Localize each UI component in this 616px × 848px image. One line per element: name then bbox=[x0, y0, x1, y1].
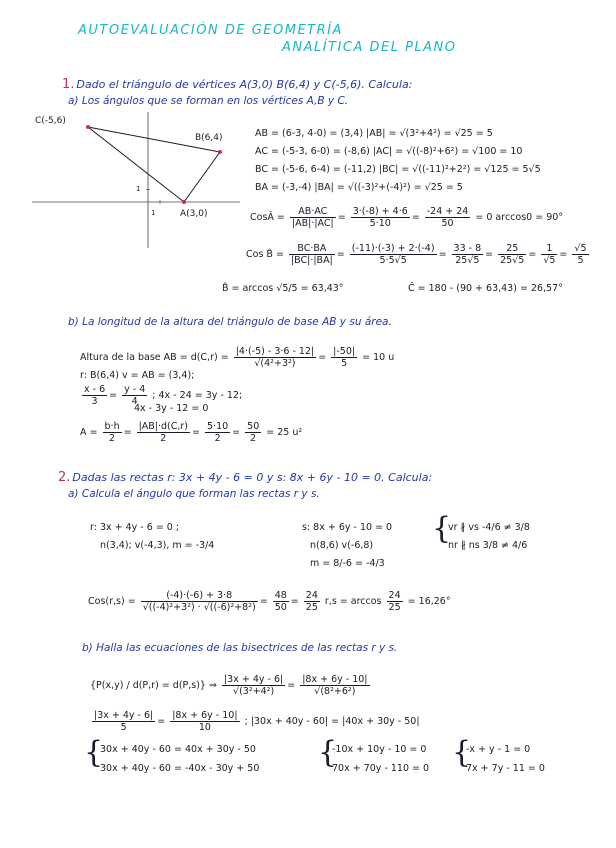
q2-statement-text: Dadas las rectas r: 3x + 4y - 6 = 0 y s: 8x + 6y - 10 = 0. Calcula: bbox=[72, 471, 433, 484]
area-frac-3: $\frac{5\cdot 10}{2}$ bbox=[207, 421, 229, 444]
line-r-vectors: n(3,4); v(-4,3), m = -3/4 bbox=[100, 540, 215, 551]
vertex-b-label: B(6,4) bbox=[195, 133, 223, 143]
system-2-line-1: -10x + 10y - 10 = 0 bbox=[332, 744, 427, 755]
bisector2-frac-1: $\frac{|3x + 4y - 6|}{5}$ bbox=[94, 710, 154, 733]
line-s-vectors: n(8,6) v(-6,8) bbox=[310, 540, 374, 551]
cos-b-frac-2: $\frac{(-11)\cdot(-3) + 2\cdot(-4)}{5\cdot 5√5}$ bbox=[351, 243, 435, 266]
cos-b-formula: Cos B̂ = $\frac{BC\cdot BA}{|BC|\cdot|BA|}$ = $\frac{(-11)\cdot(-3) + 2\cdot(-4)}{5\cdot 5√5}$ = $\frac{33 - 8}{25√5}$ = $\frac{25}{25√5}$ = $\frac{1}{√5}$ = $\frac{√5}{5}$ bbox=[246, 243, 587, 266]
cos-a-frac-1: $\frac{AB\cdot AC}{|AB|\cdot|AC|}$ bbox=[291, 206, 334, 229]
system-3-brace: { bbox=[452, 735, 472, 770]
cos-a-lhs: CosÂ = bbox=[250, 212, 285, 223]
cos-a-result: = 0 arccos0 = 90° bbox=[475, 212, 564, 223]
vertex-c-point bbox=[86, 125, 90, 129]
tick-y-label: 1 bbox=[136, 185, 141, 193]
cos-rs-frac-3: $\frac{24}{25}$ bbox=[305, 590, 318, 613]
cos-rs-frac-1: $\frac{(-4)\cdot(-6) + 3\cdot 8}{\text{√((-4)²+3²) · √((-6)²+8²)}}$ bbox=[142, 590, 256, 613]
system-2-brace: { bbox=[318, 735, 338, 770]
bisector-frac-1: $\frac{|3x + 4y - 6|}{\text{√(3²+4²)}}$ bbox=[223, 674, 284, 697]
area-frac-1: $\frac{b\cdot h}{2}$ bbox=[104, 421, 120, 444]
system-3-line-2: 7x + 7y - 11 = 0 bbox=[466, 763, 545, 774]
area-formula: A = $\frac{b\cdot h}{2}$ = $\frac{|AB|\cdot d(C,r)}{2}$ = $\frac{5\cdot 10}{2}$ = $\frac{50}{2}$ = 25 u² bbox=[80, 421, 303, 444]
cos-b-frac-4: $\frac{25}{25√5}$ bbox=[500, 243, 525, 266]
cos-b-frac-1: $\frac{BC\cdot BA}{|BC|\cdot|BA|}$ bbox=[290, 243, 333, 266]
area-result: = 25 u² bbox=[266, 427, 303, 438]
vector-ba: BA = (-3,-4) |BA| = √((-3)²+(-4)²) = √25 = 5 bbox=[255, 182, 463, 193]
bisector2-frac-2: $\frac{|8x + 6y - 10|}{10}$ bbox=[172, 710, 238, 733]
cos-a-formula: CosÂ = $\frac{AB\cdot AC}{|AB|\cdot|AC|}$ = $\frac{3\cdot(-8) + 4\cdot 6}{5\cdot 10}$ = $\frac{-24 + 24}{50}$ = 0 arccos0 = 90° bbox=[250, 206, 564, 229]
line-s-slope: m = 8/-6 = -4/3 bbox=[310, 558, 385, 569]
cos-a-frac-3: $\frac{-24 + 24}{50}$ bbox=[426, 206, 469, 229]
cos-rs-frac-2: $\frac{48}{50}$ bbox=[274, 590, 287, 613]
vector-bc: BC = (-5-6, 6-4) = (-11,2) |BC| = √((-11)²+2²) = √125 = 5√5 bbox=[255, 164, 541, 175]
cont-frac-2: $\frac{y - 4}{4}$ bbox=[124, 384, 146, 407]
vertex-b-point bbox=[218, 150, 222, 154]
cont-frac-1: $\frac{x - 6}{3}$ bbox=[84, 384, 106, 407]
altitude-lhs: Altura de la base AB = d(C,r) = bbox=[80, 352, 229, 363]
cos-b-frac-3: $\frac{33 - 8}{25√5}$ bbox=[453, 243, 482, 266]
vector-ac: AC = (-5-3, 6-0) = (-8,6) |AC| = √((-8)²+6²) = √100 = 10 bbox=[255, 146, 523, 157]
cos-rs-result: = 16,26° bbox=[407, 596, 451, 607]
q1-part-b: b) La longitud de la altura del triángulo de base AB y su área. bbox=[68, 316, 392, 328]
q1-number: 1. bbox=[62, 77, 75, 92]
system-2-line-2: 70x + 70y - 110 = 0 bbox=[332, 763, 430, 774]
q1-statement bbox=[62, 77, 412, 92]
bisector-frac-2: $\frac{|8x + 6y - 10|}{\text{√(8²+6²)}}$ bbox=[302, 674, 368, 697]
q2-part-a: a) Calcula el ángulo que forman las rectas r y s. bbox=[68, 488, 320, 500]
vertex-a-point bbox=[182, 200, 186, 204]
cos-rs-frac-4: $\frac{24}{25}$ bbox=[388, 590, 401, 613]
title-line-1: AUTOEVALUACIÓN DE GEOMETRÍA bbox=[78, 23, 343, 38]
parallel-check-direction: vr ∦ vs -4/6 ≠ 3/8 bbox=[448, 522, 530, 533]
area-frac-2: $\frac{|AB|\cdot d(C,r)}{2}$ bbox=[138, 421, 189, 444]
vector-ab: AB = (6-3, 4-0) = (3,4) |AB| = √(3²+4²) = √25 = 5 bbox=[255, 128, 493, 139]
altitude-frac-2: $\frac{|-50|}{5}$ bbox=[333, 346, 356, 369]
tick-x-label: 1 bbox=[151, 209, 156, 217]
cos-rs-lhs: Cos(r,s) = bbox=[88, 596, 136, 607]
parallel-brace: { bbox=[432, 511, 452, 546]
q2-number: 2. bbox=[58, 470, 71, 485]
vertex-c-label: C(-5,6) bbox=[35, 116, 66, 126]
area-frac-4: $\frac{50}{2}$ bbox=[247, 421, 260, 444]
continuous-equation: $\frac{x - 6}{3}$ = $\frac{y - 4}{4}$ ; 4x - 24 = 3y - 12; bbox=[84, 384, 243, 407]
altitude-frac-1: $\frac{|4\cdot(-5) - 3\cdot 6 - 12|}{\text{√(4²+3²)}}$ bbox=[235, 346, 315, 369]
bisector-definition: {P(x,y) / d(P,r) = d(P,s)} ⇒ $\frac{|3x + 4y - 6|}{\text{√(3²+4²)}}$ = $\frac{|8x + 6y - 10|}{\text{√(8²+6²)}}$ bbox=[90, 674, 368, 697]
cos-b-lhs: Cos B̂ = bbox=[246, 249, 284, 260]
system-1-brace: { bbox=[84, 735, 104, 770]
line-r-equation: r: 3x + 4y - 6 = 0 ; bbox=[90, 522, 180, 533]
angle-b-result: B̂ = arccos √5/5 = 63,43° bbox=[222, 283, 344, 294]
area-lhs: A = bbox=[80, 427, 98, 438]
cos-b-frac-5: $\frac{1}{√5}$ bbox=[543, 243, 556, 266]
title-line-2: ANALÍTICA DEL PLANO bbox=[282, 40, 457, 55]
system-1-line-2: 30x + 40y - 60 = -40x - 30y + 50 bbox=[100, 763, 260, 774]
altitude-formula: Altura de la base AB = d(C,r) = $\frac{|4\cdot(-5) - 3\cdot 6 - 12|}{\text{√(4²+3²)}}$ = $\frac{|-50|}{5}$ = 10 u bbox=[80, 346, 395, 369]
bisector2-tail: ; |30x + 40y - 60| = |40x + 30y - 50| bbox=[244, 716, 420, 727]
cont-tail: ; 4x - 24 = 3y - 12; bbox=[152, 390, 243, 401]
line-r-direction: r: B(6,4) v = AB = (3,4); bbox=[80, 370, 195, 381]
q2-statement bbox=[58, 470, 432, 485]
triangle-graph bbox=[30, 110, 250, 250]
cos-rs-angle: r,s = arccos bbox=[324, 596, 382, 607]
general-equation: 4x - 3y - 12 = 0 bbox=[134, 403, 209, 414]
q1-statement-text: Dado el triángulo de vértices A(3,0) B(6,4) y C(-5,6). Calcula: bbox=[76, 78, 413, 91]
cos-rs-formula: Cos(r,s) = $\frac{(-4)\cdot(-6) + 3\cdot 8}{\text{√((-4)²+3²) · √((-6)²+8²)}}$ = $\frac{48}{50}$ = $\frac{24}{25}$ r,s = arccos $\frac{24}{25}$ = 16,26° bbox=[88, 590, 451, 613]
angle-c-result: Ĉ = 180 - (90 + 63,43) = 26,57° bbox=[408, 283, 563, 294]
parallel-check-normal: nr ∦ ns 3/8 ≠ 4/6 bbox=[448, 540, 528, 551]
side-ba bbox=[184, 152, 220, 202]
cos-a-frac-2: $\frac{3\cdot(-8) + 4\cdot 6}{5\cdot 10}$ bbox=[352, 206, 408, 229]
bisector-lhs: {P(x,y) / d(P,r) = d(P,s)} ⇒ bbox=[90, 680, 217, 691]
line-s-equation: s: 8x + 6y - 10 = 0 bbox=[302, 522, 393, 533]
altitude-result: = 10 u bbox=[362, 352, 395, 363]
q2-part-b: b) Halla las ecuaciones de las bisectrices de las rectas r y s. bbox=[82, 642, 398, 654]
system-1-line-1: 30x + 40y - 60 = 40x + 30y - 50 bbox=[100, 744, 256, 755]
bisector-equation: $\frac{|3x + 4y - 6|}{5}$ = $\frac{|8x + 6y - 10|}{10}$ ; |30x + 40y - 60| = |40x + 30y - 50| bbox=[94, 710, 420, 733]
system-3-line-1: -x + y - 1 = 0 bbox=[466, 744, 531, 755]
cos-b-frac-6: $\frac{√5}{5}$ bbox=[574, 243, 587, 266]
vertex-a-label: A(3,0) bbox=[180, 209, 208, 219]
q1-part-a: a) Los ángulos que se forman en los vértices A,B y C. bbox=[68, 95, 349, 107]
